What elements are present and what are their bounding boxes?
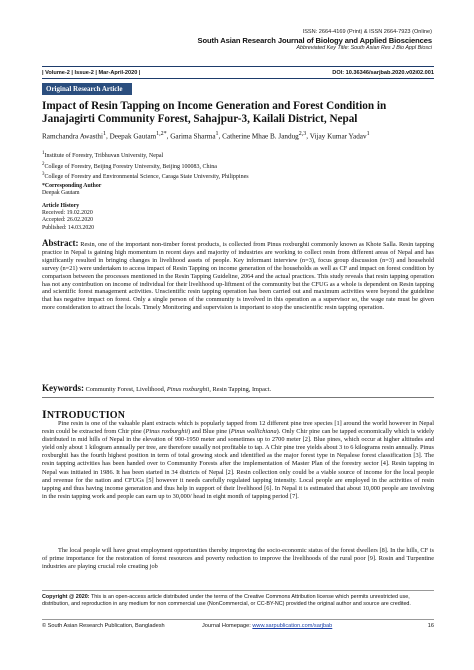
paper-title: Impact of Resin Tapping on Income Generation and Forest Condition in Janajagirti Community Forest, Sahajpur-3, Kailali District, Nepal: [42, 100, 387, 125]
affiliation: $^1$Institute of Forestry, Tribhuvan University, Nepal: [42, 151, 164, 159]
corresponding-label: *Corresponding Author: [42, 183, 102, 189]
page-footer: [42, 619, 434, 629]
published-date: Published: 14.03.2020: [42, 224, 95, 231]
copyright-text: This is an open-access article distributed under the terms of the Creative Commons Attribution license which permits unrestricted use, distribution, and reproduction in any medium for non commercial use (NonCommercial, or CC-BY-NC) provided the original author and source are credited.: [42, 594, 411, 607]
author-sup: 1: [103, 131, 107, 137]
keywords: Keywords: Community Forest, Livelihood, Pinus roxburghii, Resin Tapping, Impact.: [42, 383, 272, 393]
journal-header: [198, 28, 433, 52]
article-history: [42, 203, 94, 232]
doi: DOI: 10.36346/sarjbab.2020.v02i02.001: [332, 70, 434, 76]
author: Ramchandra Awasthi: [42, 132, 104, 141]
meta-bar: [42, 66, 434, 79]
keywords-label: Keywords:: [42, 383, 84, 393]
abbreviated-title: Abbreviated Key Title: South Asian Res J Bio Appl Biosci: [296, 45, 432, 51]
journal-title: South Asian Research Journal of Biology and Applied Biosciences: [197, 36, 432, 45]
divider: [42, 397, 434, 398]
copyright-label: Copyright @ 2020:: [42, 594, 90, 600]
author-sup: 2,3: [298, 131, 307, 137]
abstract-text: Resin, one of the important non-timber forest products, is collected from Pinus roxburghii commonly known as Khote Salla. Resin tapping practice in Nepal is gaining high momentum in recent days and majority of industries are working to collect resin from different areas of Nepal and has significantly resulted in bringing changes in livelihood assets of people. Key informant interview (n=3), focus group discussion (n=3) and household survey (n=21) were undertaken to access impact of Resin Tapping on income generation of the households as well as CF and impact on forest condition by comparison between the processes mentioned in the Resin Tapping Guideline, 2064 and the actual practices. This study reveals that resin tapping operation has not any contribution on income of individual for their livelihood up-liftment of the community but the CFUG as a whole is dependent on Resin tapping and scientific forest management activities. Unscientific resin tapping operation has been carried out and maximum activities were beyond the guideline that has negative impact on forest. Only a single person of the community is involved in this operation as a supervisor so, the wage rate must be given more consideration to attract the locals. Timely Monitoring and supervision is important to stop the unscientific resin tapping operation.: [42, 241, 435, 312]
issn-line: ISSN: 2664-4169 (Print) & ISSN 2664-7923 (Online): [302, 29, 432, 35]
affiliation: $^2$College of Forestry, Beijing Forestry University, Beijing 100083, China: [42, 161, 217, 170]
publisher: © South Asian Research Publication, Bangladesh: [42, 623, 165, 629]
copyright-notice: [42, 590, 434, 608]
author-sup: 1,2*: [156, 131, 167, 137]
affiliation-list: [42, 150, 434, 182]
author: Garima Sharma: [170, 132, 216, 141]
journal-homepage: Journal Homepage: www.sarpublication.com/sarjbab: [202, 623, 333, 629]
author-sup: 1: [366, 131, 370, 137]
author: Vijay Kumar Yadav: [309, 132, 367, 141]
accepted-date: Accepted: 26.02.2020: [42, 217, 94, 224]
volume-issue: | Volume-2 | Issue-2 | Mar-April-2020 |: [42, 70, 141, 76]
page-number: 16: [427, 623, 434, 629]
article-type-badge: Original Research Article: [42, 83, 132, 95]
corresponding-author: [42, 183, 101, 197]
intro-paragraph: The local people will have great employment opportunities thereby improving the socio-economic status of the forest dwellers [8]. In the hills, CF is of prime importance for the restoration of forest resources and poverty reduction to improve the livelihoods of the rural poor [9]. Rosin and Turpentine industries are playing crucial role creating job: [42, 547, 434, 571]
abstract: [42, 240, 434, 312]
author-sup: 1: [215, 131, 219, 137]
corresponding-name: Deepak Gautam: [42, 190, 80, 197]
affiliation: $^3$College of Forestry and Environmental Science, Caraga State University, Philippines: [42, 172, 249, 181]
intro-paragraph: Pine resin is one of the valuable plant extracts which is popularly tapped from 12 different pine tree species [1] around the world however in Nepal resin could be extracted from Chir pine (Pinus roxburghii) and Blue pine (Pinus wallichiana). Only Chir pine can be tapped economically which is widely distributed in mid hills of Nepal in the elevation of 900-1950 meter and sometimes up to 2700 meter [2]. Blue pines, which occur at higher altitudes and yield only about 1 kilogram annually per tree, are therefore usually not profitable to tap. A Chir pine tree yields about 3 to 6 kilograms resin annually. Pinus roxburghii has the fourth highest position in term of total growing stock and identified as the major forest type in Nepalese forest classification [3]. The resin tapping activities has been handed over to Community Forests after the implementation of Master Plan of the forestry sector [4]. Resin tapping in Nepal was initiated in 1986. It has been started in 34 districts of Nepal [2]. Resin collection only could be a viable source of income for the local people and revenue for the nation and CFUGs [5] however it needs carefully regulated tapping intensity. Local people are employed in the activities of resin tapping and thus having income generation and thus help in support of their livelihood [6]. In Nepal it is estimated that about 10,000 people are involving in the resin tapping work and people can earn up to 30,000/ head in eight month of tapping period [7].: [42, 420, 435, 500]
received-date: Received: 19.02.2020: [42, 210, 93, 217]
abstract-label: Abstract:: [42, 238, 79, 248]
section-heading: INTRODUCTION: [42, 407, 126, 421]
author: Deepak Gautam: [109, 132, 157, 141]
homepage-link[interactable]: www.sarpublication.com/sarjbab: [252, 623, 333, 629]
author: Catherine Mhae B. Jandug: [222, 132, 299, 141]
author-list: Ramchandra Awasthi$^1$, Deepak Gautam$^{1,2*}$, Garima Sharma$^1$, Catherine Mhae B. Jandug$^{2,3}$, Vijay Kumar Yadav$^1$: [42, 131, 370, 141]
history-label: Article History: [42, 203, 80, 209]
